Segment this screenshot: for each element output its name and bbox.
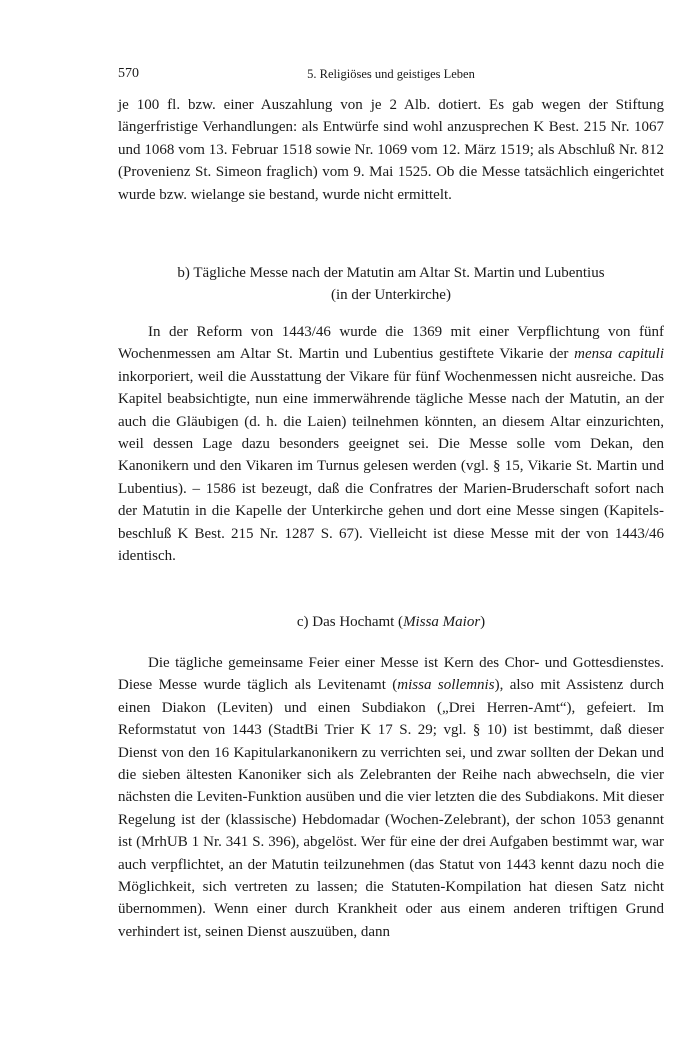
page-number: 570 — [118, 66, 139, 81]
heading-text: ) — [480, 614, 486, 630]
paragraph-continued — [118, 94, 664, 206]
paragraph-text — [118, 652, 664, 943]
italic-term: missa sollemnis — [397, 677, 495, 694]
italic-term: mensa capituli — [574, 346, 664, 363]
heading-italic: Missa Maior — [403, 614, 481, 630]
running-title: 5. Religiöses und geistiges Leben — [307, 67, 475, 81]
text-run: ), also mit Assistenz durch einen Diakon (Leviten) und einen Subdiakon („Drei Herren-Amt“), gefeiert. Im Reformstatut von 1443 (StadtBi Trier K 17 S. 29; vgl. § 10) ist bestimmt, daß dieser Dienst von den 16 Kapitularkanonikern zu verrichten sei, und zwar sollten der Dekan und die sieben ältesten Kanoniker sich als Zelebranten der Reihe nach abwechseln, die vier nächsten die Leviten-Funktion ausüben und die vier letzten die des Subdiakons. Mit dieser Regelung ist der (klassische) Hebdomadar (Wochen-Zelebrant), der schon 1053 genannt ist (MrhUB 1 Nr. 341 S. 396), abgelöst. Wer für eine der drei Aufgaben bestimmt war, war auch verpflichtet, an der Matutin teilzunehmen (das Statut von 1443 kennt dazu noch die Möglichkeit, sich vertreten zu lassen; die Statuten-Kompilation hat diesen Satz nicht übernommen). Wenn einer durch Krankheit oder aus einem anderen triftigen Grund verhindert ist, seinen Dienst auszuüben, dann — [118, 677, 665, 940]
heading-text: c) Das Hochamt ( — [296, 614, 404, 630]
paragraph-text — [118, 321, 664, 567]
text-run: inkorporiert, weil die Ausstattung der Vikare für fünf Wochenmessen nicht ausreiche. Das Kapitel beabsichtigte, nun eine immerwährende tägliche Messe nach der Matutin, an der auch die Gläubigen (d. h. die Laien) teilnehmen könnten, an diesem Altar einzurichten, weil dessen Lage dazu besonders geeignet sei. Die Messe solle vom Dekan, den Kanonikern und den Vikaren im Turnus gelesen werden (vgl. § 15, Vikarie St. Martin und Lubentius). – 1586 ist bezeugt, daß die Confratres der Marien-Bruderschaft sofort nach der Matutin in die Kapelle der Unterkirche gehen und dort eine Messe singen (Kapitelsbeschluß K Best. 215 Nr. 1287 S. 67). Vielleicht ist diese Messe mit der von 1443/46 identisch. — [118, 368, 664, 565]
section-b-paragraph — [118, 321, 664, 567]
text-run: Die tägliche gemeinsame Feier einer Messe ist Kern des Chor- und Gottesdienstes. Diese Messe wurde täglich als Levitenamt ( — [118, 655, 664, 694]
text-run: In der Reform von 1443/46 wurde die 1369 mit einer Verpflichtung von fünf Wochenmessen am Altar St. Martin und Lubentius gestiftete Vikarie der — [118, 324, 664, 363]
section-heading-b — [118, 262, 664, 307]
section-heading-b-line1: b) Tägliche Messe nach der Matutin am Altar St. Martin und Lubentius — [177, 265, 605, 281]
running-head — [118, 66, 664, 86]
section-c-paragraph — [118, 652, 664, 943]
paragraph-text: je 100 fl. bzw. einer Auszahlung von je 2 Alb. dotiert. Es gab wegen der Stiftung längerfristige Verhandlungen: als Entwürfe sind wohl anzusprechen K Best. 215 Nr. 1067 und 1068 vom 13. Februar 1518 sowie Nr. 1069 vom 12. März 1519; als Abschluß Nr. 812 (Provenienz St. Simeon fraglich) vom 9. Mai 1525. Ob die Messe tatsächlich eingerichtet wurde bzw. wielange sie bestand, wurde nicht ermittelt. — [118, 97, 664, 203]
section-heading-b-line2: (in der Unterkirche) — [331, 287, 451, 304]
section-heading-c — [118, 611, 664, 633]
